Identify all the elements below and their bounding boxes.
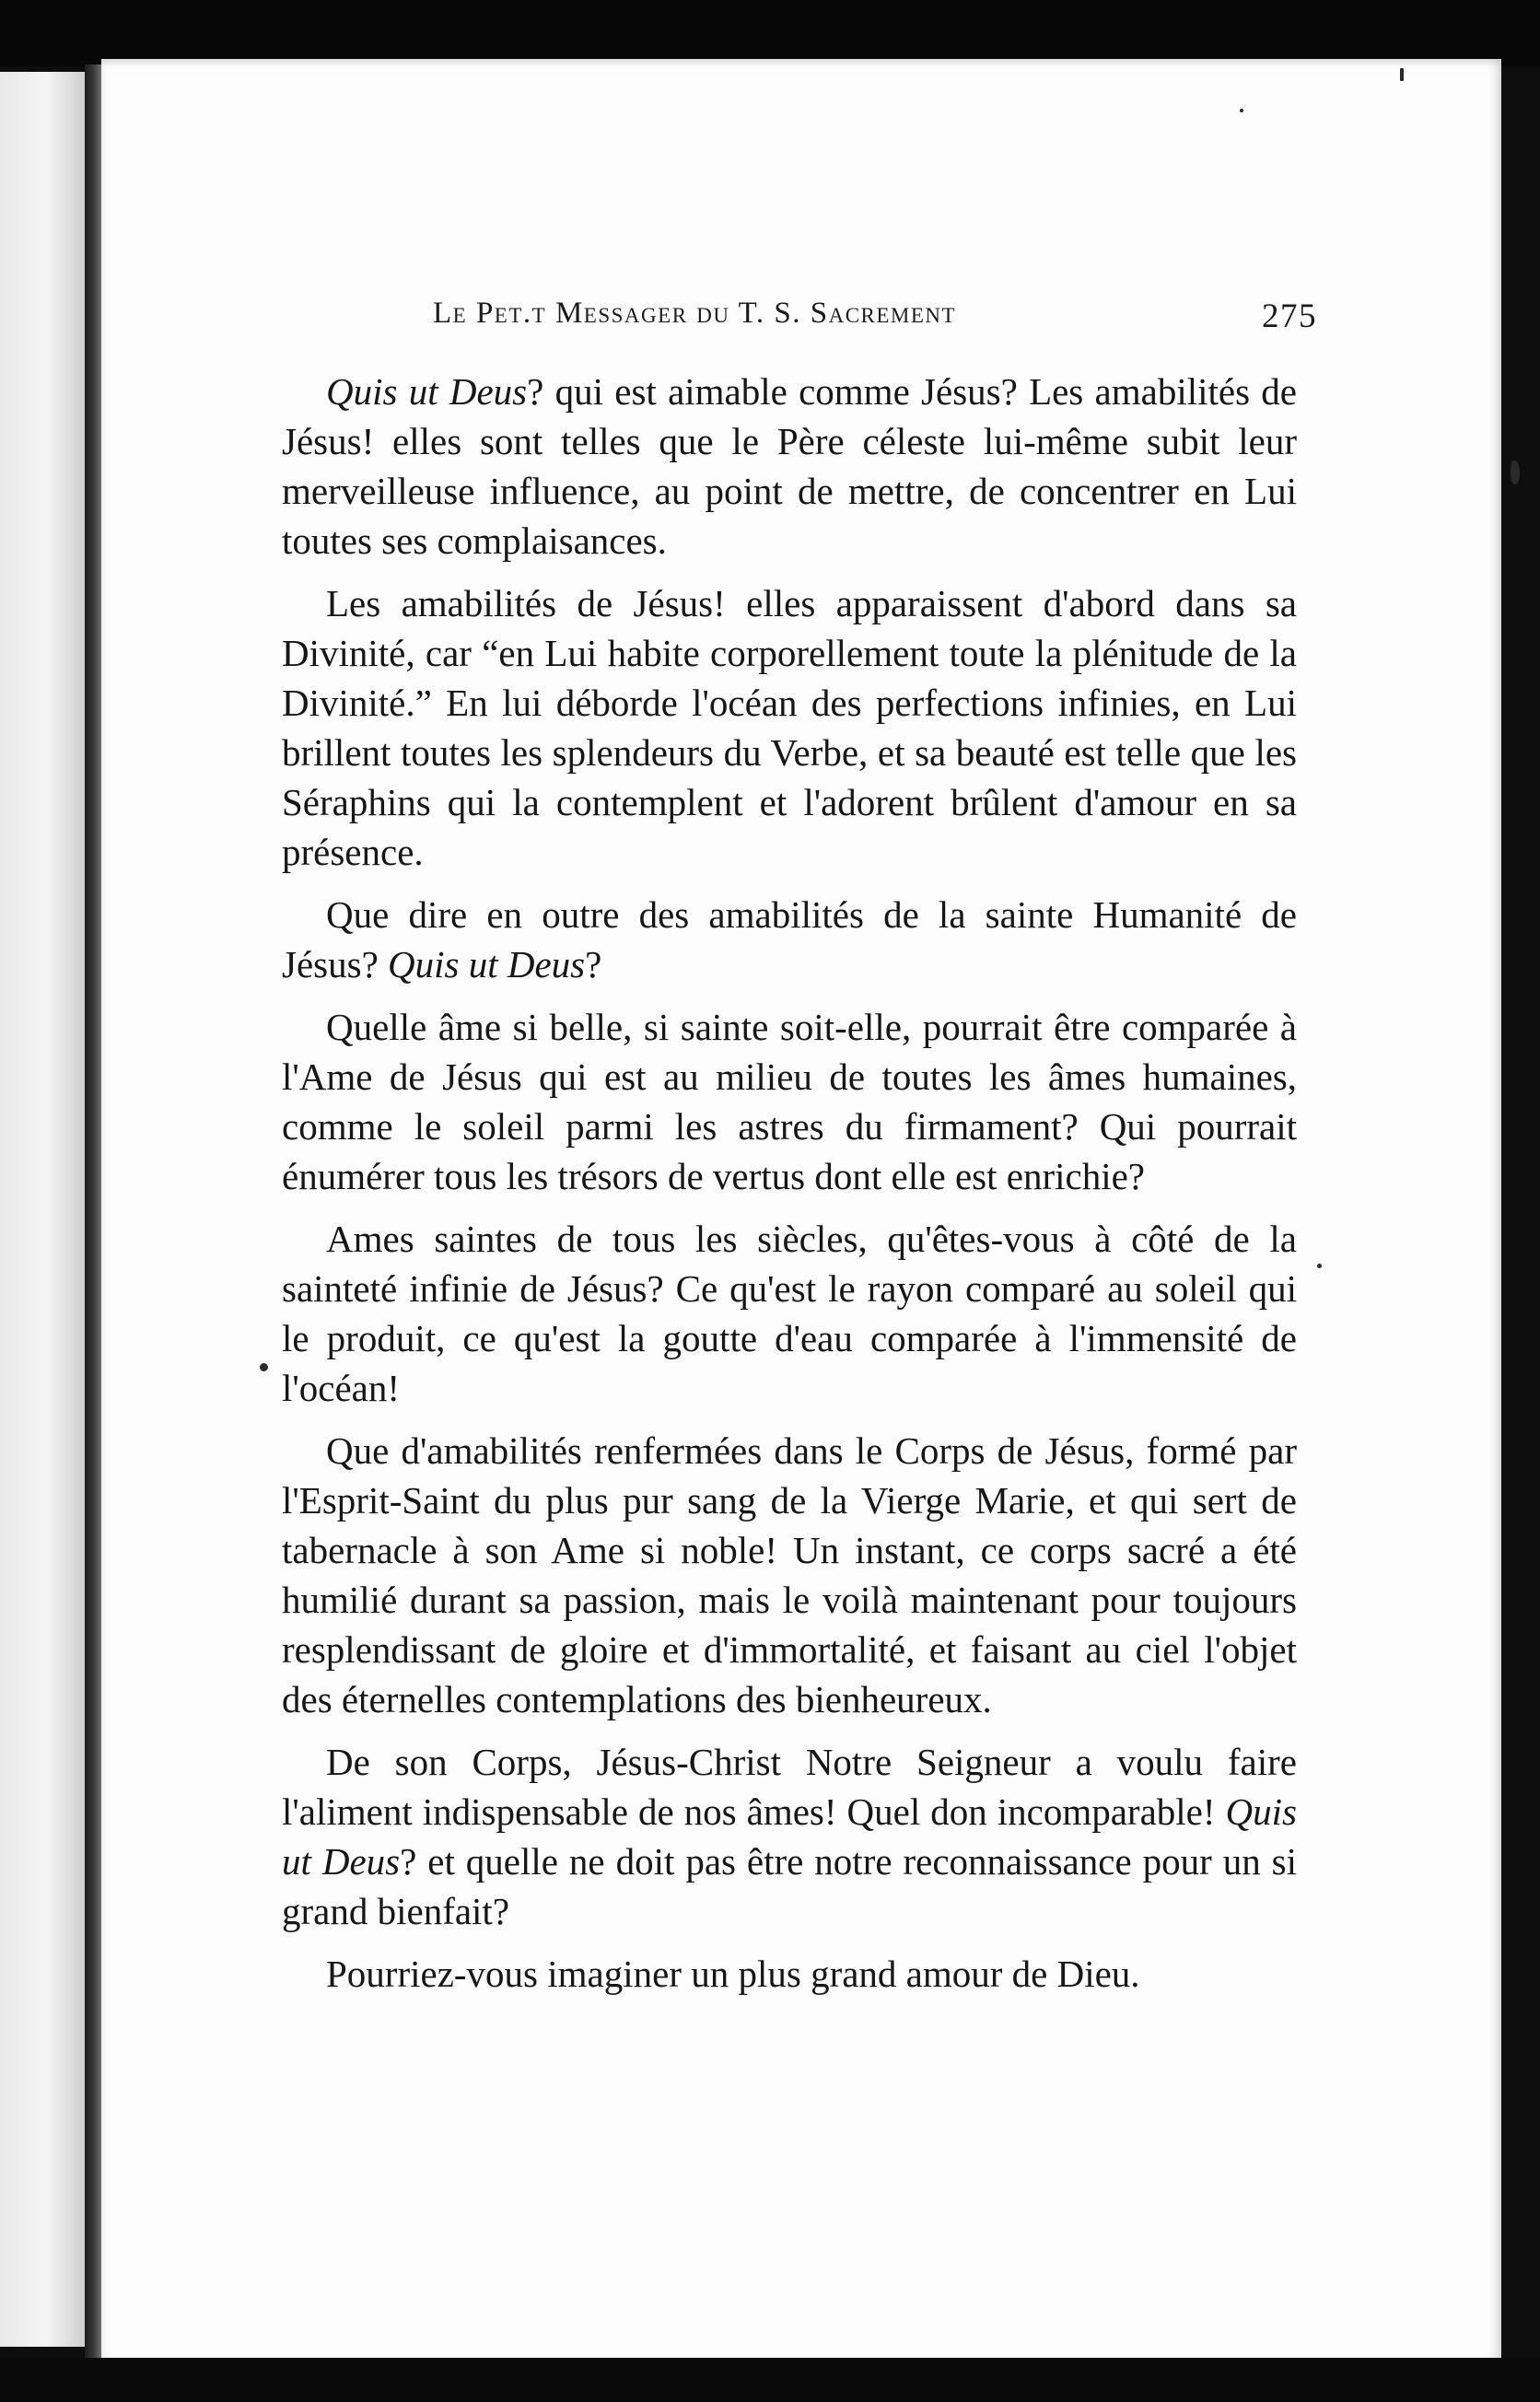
text-run: ? qui est aimable comme Jésus? Les amabilités de Jésus! elles sont telles que le Père céleste lui-même subit leur merveilleuse influence, au point de mettre, de concentrer en Lui toutes ses complaisances. <box>282 370 1297 562</box>
text-run: Pourriez-vous imaginer un plus grand amour de Dieu. <box>326 1953 1140 1995</box>
body-text <box>282 367 1297 2011</box>
paragraph <box>282 1949 1297 1999</box>
text-run: Que dire en outre des amabilités de la sainte Humanité de Jésus? <box>282 893 1297 985</box>
text-run: Quis ut Deus <box>388 943 586 985</box>
paragraph <box>282 1214 1297 1413</box>
text-run: Quis ut Deus <box>326 370 528 413</box>
paragraph <box>282 890 1297 989</box>
facing-page-edge <box>0 72 85 2347</box>
scan-speck <box>1511 461 1520 484</box>
text-run: De son Corps, Jésus-Christ Notre Seigneur a voulu faire l'aliment indispensable de nos âmes! Quel don incomparable! <box>282 1741 1297 1833</box>
paragraph <box>282 1737 1297 1936</box>
text-run: ? <box>585 943 602 985</box>
text-run: Quis ut Deus <box>282 1790 1297 1883</box>
text-run: Les amabilités de Jésus! elles apparaissent d'abord dans sa Divinité, car “en Lui habite corporellement toute la plénitude de la Divinité.” En lui déborde l'océan des perfections infinies, en Lui brillent toutes les splendeurs du Verbe, et sa beauté est telle que les Séraphins qui la contemplent et l'adorent brûlent d'amour en sa présence. <box>282 582 1297 873</box>
paragraph <box>282 1426 1297 1724</box>
scan-speck <box>1400 68 1404 81</box>
scan-top-border <box>0 0 1540 66</box>
scan-bottom-border <box>0 2358 1540 2402</box>
text-run: Quelle âme si belle, si sainte soit-elle, pourrait être comparée à l'Ame de Jésus qui est au milieu de toutes les âmes humaines, comme le soleil parmi les astres du firmament? Qui pourrait énumérer tous les trésors de vertus dont elle est enrichie? <box>282 1006 1297 1197</box>
running-title: Le Pet.t Messager du T. S. Sacrement <box>433 297 957 330</box>
scan-speck <box>260 1363 268 1371</box>
paragraph <box>282 367 1297 566</box>
running-head <box>332 287 1317 343</box>
paragraph <box>282 1002 1297 1201</box>
text-run: Ames saintes de tous les siècles, qu'êtes-vous à côté de la sainteté infinie de Jésus? Ce qu'est le rayon comparé au soleil qui le produit, ce qu'est la goutte d'eau comparée à l'immensité de l'océan! <box>282 1218 1297 1409</box>
text-run: Que d'amabilités renfermées dans le Corps de Jésus, formé par l'Esprit-Saint du plus pur sang de la Vierge Marie, et qui sert de tabernacle à son Ame si noble! Un instant, ce corps sacré a été humilié durant sa passion, mais le voilà maintenant pour toujours resplendissant de gloire et d'immortalité, et faisant au ciel l'objet des éternelles contemplations des bienheureux. <box>282 1429 1297 1720</box>
text-run: ? et quelle ne doit pas être notre reconnaissance pour un si grand bienfait? <box>282 1840 1298 1932</box>
scan-speck <box>1317 1264 1322 1268</box>
paragraph <box>282 578 1297 877</box>
page-number: 275 <box>1262 297 1317 335</box>
scan-speck <box>1240 109 1243 112</box>
